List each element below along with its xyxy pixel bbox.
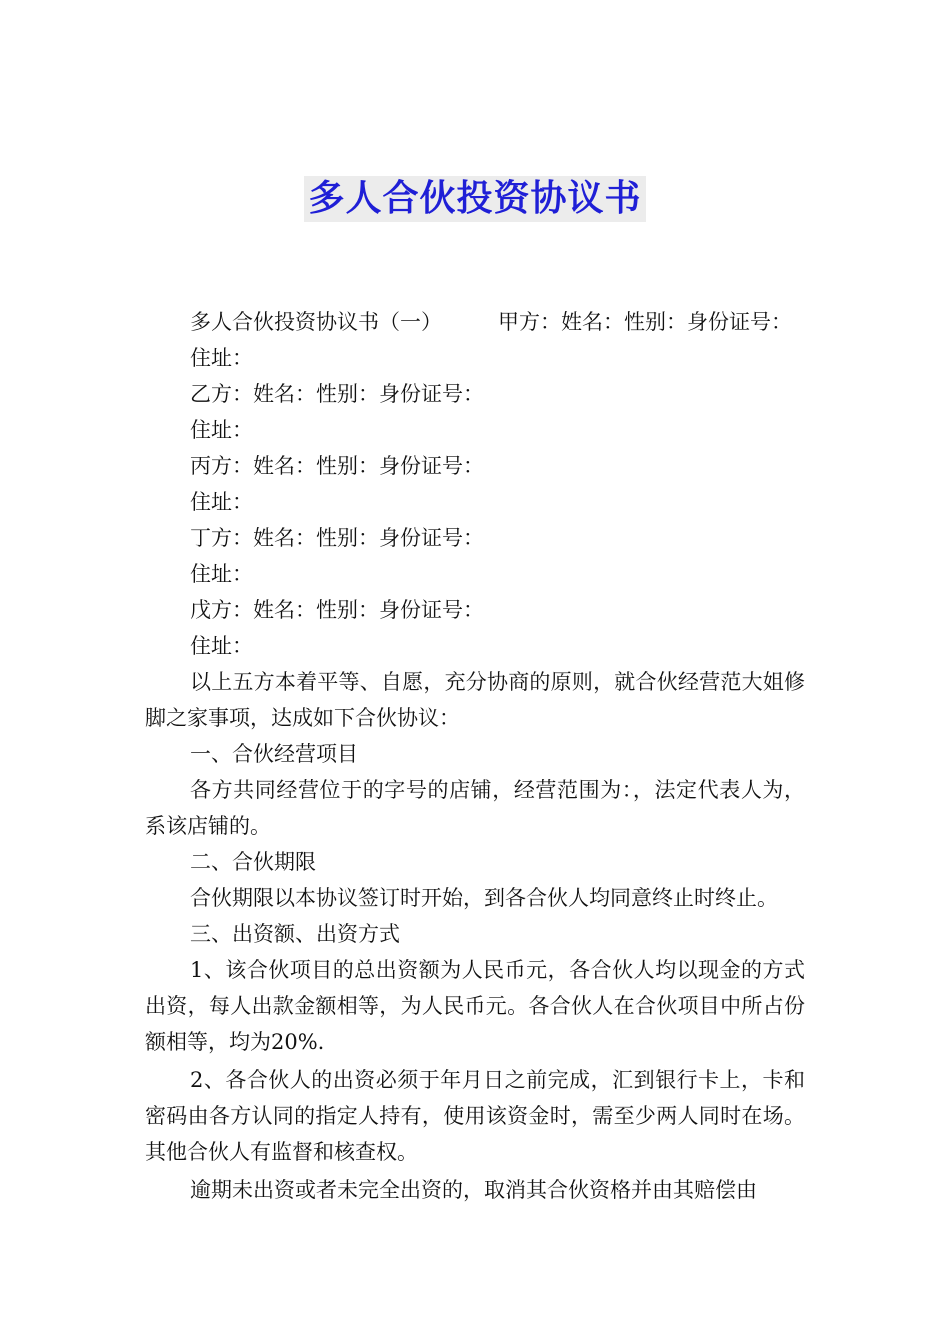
address-line-b: 住址： [190, 418, 253, 442]
section-3-item-2: 2、各合伙人的出资必须于年月日之前完成，汇到银行卡上，卡和密码由各方认同的指定人持有，使用该资金时，需至少两人同时在场。其他合伙人有监督和核查权。 [145, 1068, 805, 1164]
section-3-item-1: 1、该合伙项目的总出资额为人民币元，各合伙人均以现金的方式出资，每人出款金额相等，为人民币元。各合伙人在合伙项目中所占份额相等，均为20%. [145, 958, 805, 1054]
intro-paragraph: 以上五方本着平等、自愿，充分协商的原则，就合伙经营范大姐修脚之家事项，达成如下合伙协议： [145, 670, 805, 730]
section-1-body: 各方共同经营位于的字号的店铺，经营范围为：，法定代表人为，系该店铺的。 [145, 778, 805, 838]
document-title: 多人合伙投资协议书 [304, 176, 645, 222]
party-b-line: 乙方：姓名：性别：身份证号： [190, 382, 484, 406]
header-line-left: 多人合伙投资协议书（一） [190, 310, 442, 334]
address-line-c: 住址： [190, 490, 253, 514]
section-3-title: 三、出资额、出资方式 [190, 922, 400, 946]
section-2-body: 合伙期限以本协议签订时开始，到各合伙人均同意终止时终止。 [190, 886, 778, 910]
party-d-line: 丁方：姓名：性别：身份证号： [190, 526, 484, 550]
section-3-item-3: 逾期未出资或者未完全出资的，取消其合伙资格并由其赔偿由 [190, 1178, 757, 1202]
title-container [0, 176, 950, 222]
party-e-line: 戊方：姓名：性别：身份证号： [190, 598, 484, 622]
document-body [145, 304, 805, 1208]
header-line [145, 304, 805, 340]
header-line-right: 甲方：姓名：性别：身份证号： [498, 310, 792, 334]
section-1-title: 一、合伙经营项目 [190, 742, 358, 766]
address-line-d: 住址： [190, 562, 253, 586]
party-c-line: 丙方：姓名：性别：身份证号： [190, 454, 484, 478]
address-line-a: 住址： [190, 346, 253, 370]
address-line-e: 住址： [190, 634, 253, 658]
section-2-title: 二、合伙期限 [190, 850, 316, 874]
